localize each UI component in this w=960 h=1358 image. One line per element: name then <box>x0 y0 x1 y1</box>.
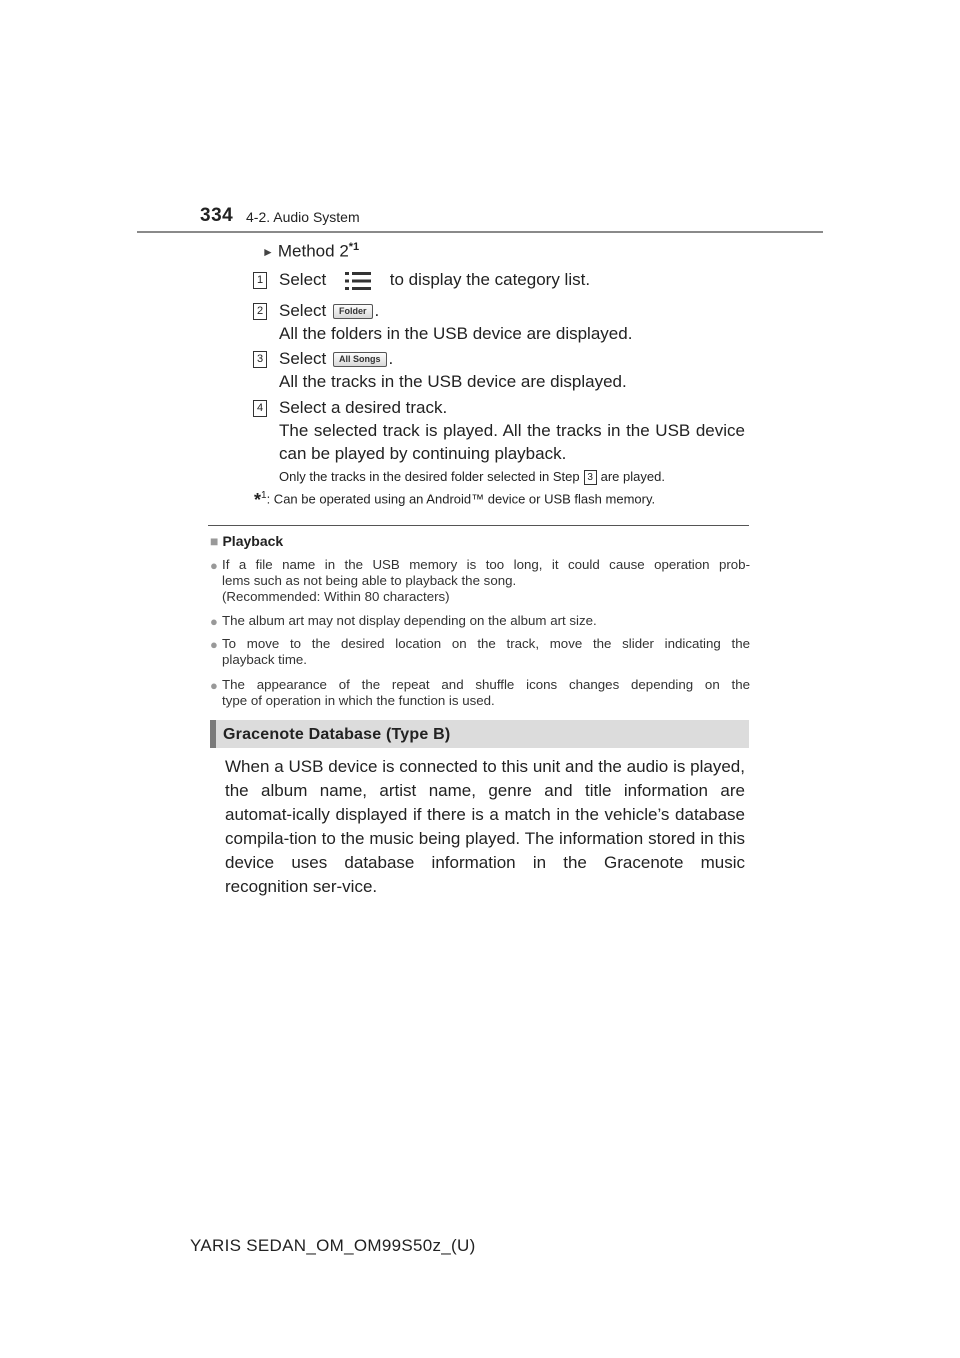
step-4-text: Select a desired track. <box>279 398 448 417</box>
step-number-3: 3 <box>253 351 267 368</box>
step-number-4: 4 <box>253 400 267 417</box>
step-3-text: Select All Songs . <box>279 349 394 368</box>
playback-heading: ■ Playback <box>210 533 284 549</box>
section-title: 4-2. Audio System <box>246 209 360 225</box>
playback-item-2: ● The album art may not display depending on the album art size. <box>210 613 597 629</box>
playback-item-1: ● If a file name in the USB memory is too long, it could cause operation prob- lems such as not being able to playback the song. (Recommended: Within 80 characters) <box>210 557 750 604</box>
step-1-text: Select to display the category list. <box>279 270 591 289</box>
footer-model-code: YARIS SEDAN_OM_OM99S50z_(U) <box>190 1236 476 1255</box>
list-icon <box>345 271 371 291</box>
gracenote-body: When a USB device is connected to this unit and the audio is played, the album name, artist name, genre and title information are automat-ically displayed if there is a match in the vehicle’s database compila-tion to the music being played. The information stored in this device uses database information in the Gracenote music recognition ser-vice. <box>225 757 745 896</box>
method-title: ► Method 2$^{*1}$ <box>262 241 360 261</box>
step-ref-3: 3 <box>584 470 597 485</box>
step-number-1: 1 <box>253 272 267 289</box>
step-4-detail-line-2: can be played by continuing playback. <box>279 444 567 463</box>
square-bullet-icon: ■ <box>210 533 219 549</box>
step-note: Only the tracks in the desired folder selected in Step 3 are played. <box>279 469 665 484</box>
footnote: *$^1$: Can be operated using an Android™ device or USB flash memory. <box>254 490 656 510</box>
gracenote-heading: Gracenote Database (Type B) <box>223 726 451 743</box>
section-divider <box>208 525 749 526</box>
playback-item-3: ● To move to the desired location on the track, move the slider indicating the playback time. <box>210 636 750 667</box>
step-2-text: Select Folder . <box>279 301 380 320</box>
step-2-detail: All the folders in the USB device are displayed. <box>279 324 633 343</box>
header-rule <box>137 231 823 233</box>
step-3-detail: All the tracks in the USB device are displayed. <box>279 372 627 391</box>
step-4-detail-line-1: The selected track is played. All the tracks in the USB device <box>279 421 745 440</box>
all-songs-button: All Songs <box>333 352 387 367</box>
arrow-icon: ► <box>262 245 274 260</box>
step-number-2: 2 <box>253 303 267 320</box>
bullet-icon: ● <box>210 614 218 629</box>
playback-item-4: ● The appearance of the repeat and shuffle icons changes depending on the type of operation in which the function is used. <box>210 677 750 708</box>
folder-button: Folder <box>333 304 373 319</box>
bullet-icon: ● <box>210 558 218 573</box>
page-number: 334 <box>200 205 234 226</box>
bullet-icon: ● <box>210 678 218 693</box>
bullet-icon: ● <box>210 637 218 652</box>
